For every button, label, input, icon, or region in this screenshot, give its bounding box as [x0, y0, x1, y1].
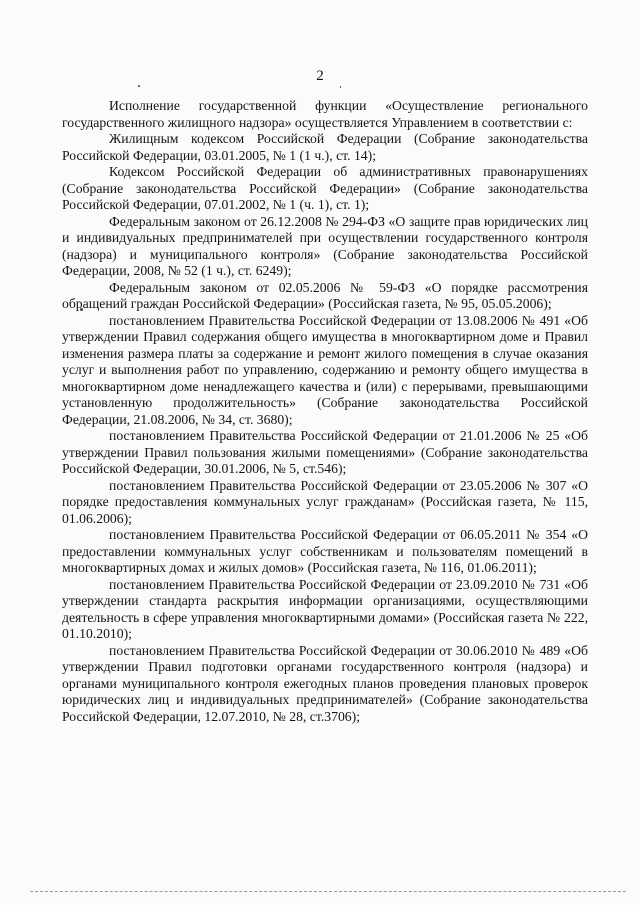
paragraph: постановлением Правительства Российской Федерации от 13.08.2006 № 491 «Об утверждении Правил содержания общего имущества в многоквартирном доме и Правил изменения размера платы за содержание и ремонт жилого помещения в случае оказания услуг и выполнения работ по управлению, содержанию и ремонту общего имущества в многоквартирном доме ненадлежащего качества и (или) с перерывами, превышающими установленную продолжительность» (Собрание законодательства Российской Федерации, 21.08.2006, № 34, ст. 3680); — [62, 312, 588, 427]
paragraph: постановлением Правительства Российской Федерации от 21.01.2006 № 25 «Об утверждении Правил пользования жилыми помещениями» (Собрание законодательства Российской Федерации, 30.01.2006, № 5, ст.546); — [62, 428, 588, 476]
bottom-edge-line — [30, 891, 626, 892]
paragraph: постановлением Правительства Российской Федерации от 06.05.2011 № 354 «О предоставлении коммунальных услуг собственникам и пользователям помещений в многоквартирных домах и жилых домов» (Российская газета, № 116, 01.06.2011); — [62, 527, 588, 575]
page-number: 2 — [316, 68, 324, 84]
paragraph: Федеральным законом от 26.12.2008 № 294-ФЗ «О защите прав юридических лиц и индивидуальных предпринимателей при осуществлении государственного контроля (надзора) и муниципального контроля» (Собрание законодательства Российской Федерации, 2008, № 52 (1 ч.), ст. 6249); — [62, 213, 588, 278]
paragraph: Исполнение государственной функции «Осуществление регионального государственного жилищного надзора» осуществляется Управлением в соответствии с: — [62, 98, 588, 130]
scan-speck — [340, 86, 341, 88]
paragraph: постановлением Правительства Российской Федерации от 23.05.2006 № 307 «О порядке предоставления коммунальных услуг гражданам» (Российская газета, № 115, 01.06.2006); — [62, 477, 588, 526]
paragraph: Жилищным кодексом Российской Федерации (Собрание законодательства Российской Федерации, 03.01.2005, № 1 (1 ч.), ст. 14); — [62, 131, 588, 163]
paragraph: Кодексом Российской Федерации об административных правонарушениях (Собрание законодательства Российской Федерации» (Собрание законодательства Российской Федерации, 07.01.2002, № 1 (ч. 1), ст. 1); — [62, 164, 588, 212]
scan-speck — [138, 85, 140, 87]
document-body — [62, 98, 588, 725]
paragraph: постановлением Правительства Российской Федерации от 30.06.2010 № 489 «Об утверждении Правил подготовки органами государственного контроля (надзора) и органами муниципального контроля ежегодных планов проведения плановых проверок юридических лиц и индивидуальных предпринимателей» (Собрание законодательства Российской Федерации, 12.07.2010, № 28, ст.3706); — [62, 642, 588, 724]
paragraph: Федеральным законом от 02.05.2006 № 59-ФЗ «О порядке рассмотрения обращений граждан Российской Федерации» (Российская газета, № 95, 05.05.2006); — [62, 279, 588, 311]
paragraph: постановлением Правительства Российской Федерации от 23.09.2010 № 731 «Об утверждении стандарта раскрытия информации организациями, осуществляющими деятельность в сфере управления многоквартирными домами» (Российская газета № 222, 01.10.2010); — [62, 576, 588, 641]
